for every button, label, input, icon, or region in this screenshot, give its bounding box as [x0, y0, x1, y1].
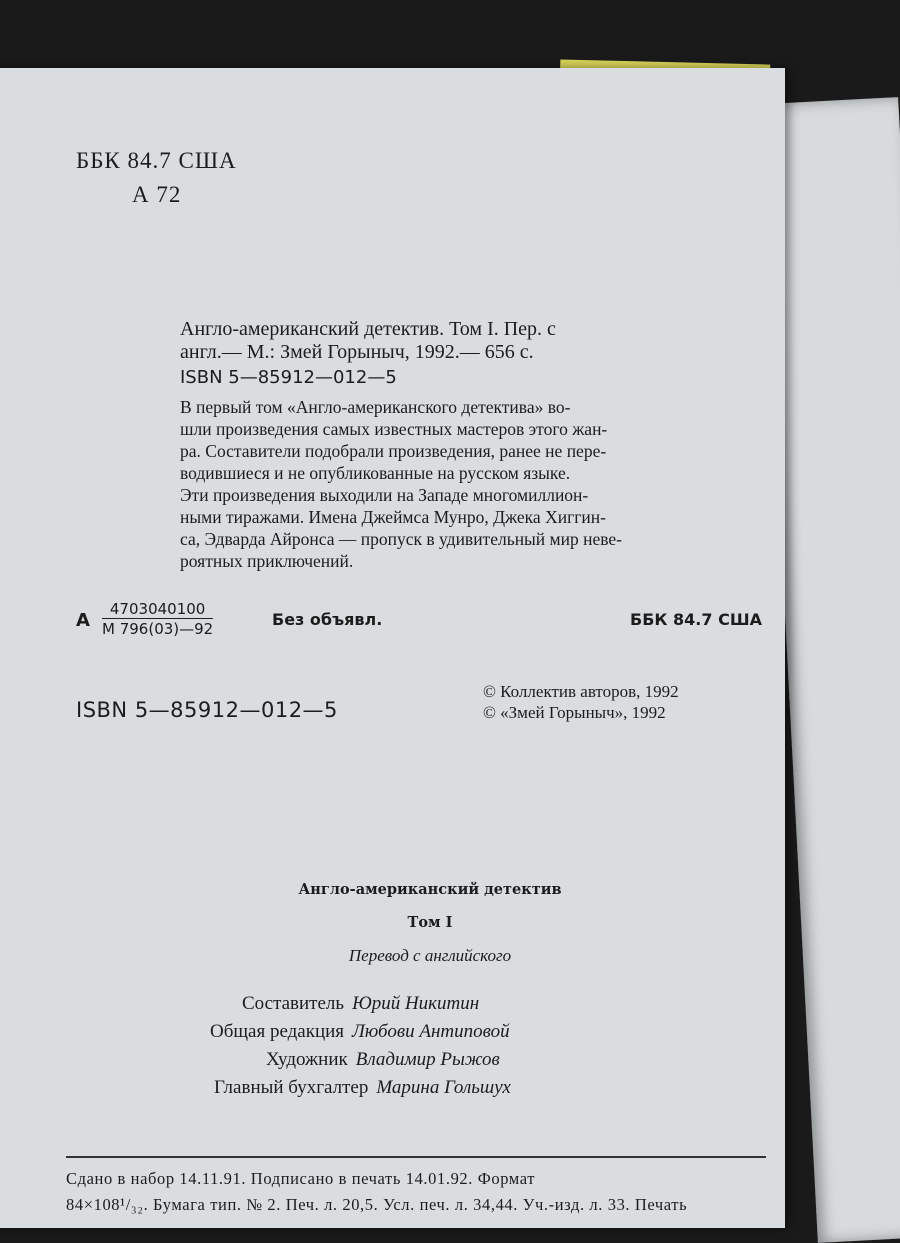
annotation-line: Эти произведения выходили на Западе многомиллион- [180, 485, 589, 505]
credits [210, 990, 511, 1102]
credit-row [210, 1046, 511, 1074]
annotation-line: шли произведения самых известных мастеров этого жан- [180, 419, 608, 439]
credit-name: Марина Гольшух [376, 1077, 511, 1098]
biblio-line-1: Англо-американский детектив. Том I. Пер. с [180, 318, 556, 340]
credit-name: Юрий Никитин [352, 993, 480, 1014]
credit-name: Любови Антиповой [352, 1021, 510, 1042]
biblio-line-2: англ.— М.: Змей Горыныч, 1992.— 656 с. [180, 341, 534, 363]
copyright-line: © «Змей Горыныч», 1992 [483, 703, 666, 722]
book-page [0, 68, 785, 1228]
annotation-line: са, Эдварда Айронса — пропуск в удивительный мир неве- [180, 529, 623, 549]
credit-role: Составитель [242, 993, 345, 1014]
code-fraction [102, 600, 213, 638]
book-title: Англо-американский детектив [298, 881, 562, 898]
annotation-line: В первый том «Англо-американского детектива» во- [180, 397, 571, 417]
imprint-line: Сдано в набор 14.11.91. Подписано в печать 14.01.92. Формат [66, 1169, 536, 1188]
title-block [230, 873, 630, 972]
imprint-divider [66, 1156, 766, 1158]
copyright-block [483, 681, 679, 723]
author-index: А 72 [132, 182, 182, 207]
credit-role: Художник [266, 1049, 348, 1070]
credit-row [210, 990, 511, 1018]
bibliographic-record [180, 318, 765, 389]
credit-name: Владимир Рыжов [355, 1049, 500, 1070]
credit-row [210, 1074, 511, 1102]
annotation-line: ными тиражами. Имена Джеймса Мунро, Джека Хиггин- [180, 507, 606, 527]
volume-label: Том I [407, 914, 453, 931]
bbk-header [76, 144, 237, 212]
credit-role: Главный бухгалтер [214, 1077, 369, 1098]
code-denominator: М 796(03)—92 [102, 620, 214, 638]
annotation-line: ра. Составители подобрали произведения, ранее не пере- [180, 441, 607, 461]
annotation [180, 396, 765, 572]
announcement-note: Без объявл. [272, 610, 383, 629]
translation-note: Перевод с английского [348, 946, 512, 965]
isbn-main: ISBN 5—85912—012—5 [76, 698, 338, 722]
bbk-code-right: ББК 84.7 США [630, 610, 762, 629]
imprint-line: 84×108¹/₃₂. Бумага тип. № 2. Печ. л. 20,5. Усл. печ. л. 34,44. Уч.-изд. л. 33. Печать [66, 1195, 688, 1214]
annotation-line: роятных приключений. [180, 551, 354, 571]
code-letter: А [76, 610, 90, 631]
annotation-line: водившиеся и не опубликованные на русском языке. [180, 463, 571, 483]
biblio-isbn: ISBN 5—85912—012—5 [180, 367, 397, 388]
copyright-line: © Коллектив авторов, 1992 [483, 682, 679, 701]
imprint [66, 1166, 786, 1218]
credit-row [210, 1018, 511, 1046]
bbk-code: ББК 84.7 США [76, 148, 237, 173]
code-numerator: 4703040100 [102, 600, 213, 619]
credit-role: Общая редакция [210, 1021, 345, 1042]
